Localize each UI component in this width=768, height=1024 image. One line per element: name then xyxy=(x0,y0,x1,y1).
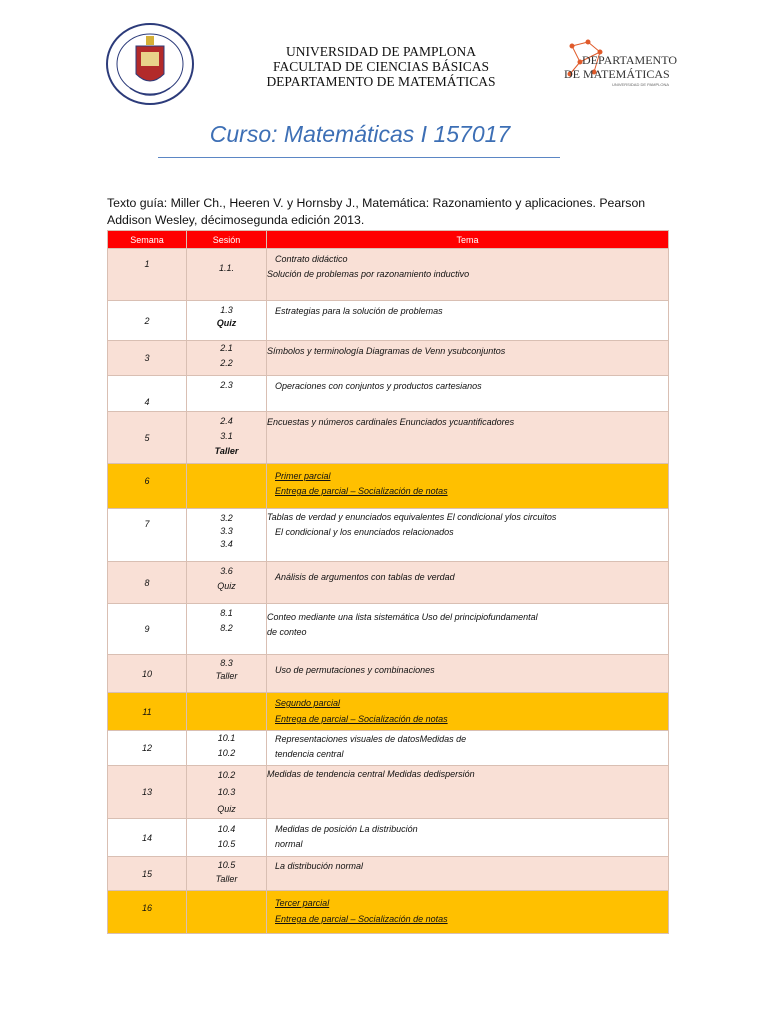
semana-cell: 6 xyxy=(108,464,187,509)
tema-line: Representaciones visuales de datosMedidas de xyxy=(275,734,467,744)
table-row xyxy=(108,693,669,731)
sesion-line: 10.2 xyxy=(217,770,236,780)
sesion-line: 2.3 xyxy=(220,380,233,390)
table-row xyxy=(108,412,669,464)
semana-cell: 7 xyxy=(108,509,187,562)
tema-line: Encuestas y números cardinales Enunciados ycuantificadores xyxy=(267,417,515,427)
institution-header xyxy=(230,44,532,89)
sesion-line: 3.2 xyxy=(220,513,233,523)
sesion-cell xyxy=(187,249,267,301)
sesion-line: Taller xyxy=(214,446,239,456)
tema-line: Estrategias para la solución de problemas xyxy=(275,306,443,316)
tema-line: El condicional y los enunciados relacionados xyxy=(275,527,454,537)
tema-cell xyxy=(267,693,669,731)
sesion-cell xyxy=(187,464,267,509)
tema-cell xyxy=(267,341,669,376)
sesion-cell xyxy=(187,562,267,604)
semana-cell: 13 xyxy=(108,766,187,819)
semana-cell: 1 xyxy=(108,249,187,301)
table-row xyxy=(108,857,669,891)
course-title: Curso: Matemáticas I 157017 xyxy=(209,121,511,147)
sesion-line: 3.3 xyxy=(220,526,233,536)
tema-line: La distribución normal xyxy=(275,861,364,871)
sesion-line: 1.3 xyxy=(220,305,233,315)
tema-cell xyxy=(267,731,669,766)
sesion-cell xyxy=(187,731,267,766)
logo-text-line1: DEPARTAMENTO xyxy=(582,53,677,67)
tema-line: Medidas de posición La distribución xyxy=(275,824,418,834)
sesion-line: 10.5 xyxy=(217,839,236,849)
sesion-line: 10.5 xyxy=(217,860,236,870)
tema-line: Medidas de tendencia central Medidas dedispersión xyxy=(267,769,475,779)
table-row xyxy=(108,819,669,857)
sesion-line: 10.2 xyxy=(217,748,236,758)
tema-line: Entrega de parcial – Socialización de notas xyxy=(275,714,448,724)
sesion-cell xyxy=(187,819,267,857)
sesion-cell xyxy=(187,376,267,412)
semana-cell: 9 xyxy=(108,604,187,655)
tema-cell xyxy=(267,464,669,509)
sesion-cell xyxy=(187,766,267,819)
table-row xyxy=(108,731,669,766)
tema-line: tendencia central xyxy=(275,749,344,759)
university-name: UNIVERSIDAD DE PAMPLONA xyxy=(285,44,476,59)
sesion-line: 10.4 xyxy=(217,824,236,834)
logo-text-line2: DE MATEMÁTICAS xyxy=(564,67,670,81)
sesion-line: Quiz xyxy=(216,318,237,328)
tema-line: Contrato didáctico xyxy=(275,254,348,264)
sesion-line: 3.4 xyxy=(220,539,233,549)
tema-line: Tablas de verdad y enunciados equivalentes El condicional ylos circuitos xyxy=(267,512,557,522)
sesion-cell xyxy=(187,693,267,731)
text-guide: Texto guía: Miller Ch., Heeren V. y Hornsby J., Matemática: Razonamiento y aplicaciones. Pearson Addison Wesley, décimosegunda edición 2013. xyxy=(107,196,646,227)
university-seal-logo xyxy=(104,22,196,106)
table-row xyxy=(108,341,669,376)
tema-cell xyxy=(267,655,669,693)
semana-cell: 16 xyxy=(108,891,187,934)
table-row xyxy=(108,376,669,412)
header-tema: Tema xyxy=(267,231,669,249)
sesion-cell xyxy=(187,412,267,464)
sesion-line: 10.3 xyxy=(217,787,236,797)
header-semana: Semana xyxy=(108,231,187,249)
table-header-row xyxy=(108,231,669,249)
tema-cell xyxy=(267,412,669,464)
table-row xyxy=(108,604,669,655)
table-row xyxy=(108,766,669,819)
sesion-line: Quiz xyxy=(217,804,236,814)
semana-cell: 8 xyxy=(108,562,187,604)
sesion-line: 2.2 xyxy=(220,358,233,368)
tema-line: Conteo mediante una lista sistemática Uso del principiofundamental xyxy=(267,612,538,622)
tema-cell xyxy=(267,891,669,934)
table-row xyxy=(108,509,669,562)
sesion-line: 10.1 xyxy=(217,733,236,743)
semana-cell: 12 xyxy=(108,731,187,766)
tema-line: Solución de problemas por razonamiento inductivo xyxy=(267,269,470,279)
sesion-cell xyxy=(187,604,267,655)
tema-cell xyxy=(267,857,669,891)
logo-text-line3: UNIVERSIDAD DE PAMPLONA xyxy=(612,82,670,87)
table-row xyxy=(108,891,669,934)
tema-line: Entrega de parcial – Socialización de notas xyxy=(275,486,448,496)
semana-cell: 2 xyxy=(108,301,187,341)
semana-cell: 3 xyxy=(108,341,187,376)
sesion-line: Quiz xyxy=(217,581,236,591)
faculty-name: FACULTAD DE CIENCIAS BÁSICAS xyxy=(272,59,490,74)
semana-cell: 15 xyxy=(108,857,187,891)
tema-line: Segundo parcial xyxy=(275,698,341,708)
sesion-cell xyxy=(187,655,267,693)
sesion-cell xyxy=(187,301,267,341)
tema-line: Operaciones con conjuntos y productos cartesianos xyxy=(275,381,482,391)
sesion-line: 8.2 xyxy=(220,623,233,633)
header-sesion: Sesión xyxy=(187,231,267,249)
sesion-cell xyxy=(187,509,267,562)
tema-line: Primer parcial xyxy=(275,471,331,481)
sesion-line: 2.1 xyxy=(220,343,233,353)
tema-cell xyxy=(267,562,669,604)
tema-line: de conteo xyxy=(267,627,307,637)
table-row xyxy=(108,464,669,509)
table-row xyxy=(108,249,669,301)
tema-line: Análisis de argumentos con tablas de verdad xyxy=(275,572,455,582)
semana-cell: 4 xyxy=(108,376,187,412)
tema-cell xyxy=(267,301,669,341)
title-underline xyxy=(158,157,560,158)
sesion-cell xyxy=(187,891,267,934)
semana-cell: 14 xyxy=(108,819,187,857)
sesion-line: 8.3 xyxy=(220,658,233,668)
tema-cell xyxy=(267,819,669,857)
tema-cell xyxy=(267,249,669,301)
sesion-cell xyxy=(187,857,267,891)
tema-cell xyxy=(267,509,669,562)
tema-line: Tercer parcial xyxy=(275,898,330,908)
tema-cell xyxy=(267,766,669,819)
tema-line: Entrega de parcial – Socialización de notas xyxy=(275,914,448,924)
sesion-line: 8.1 xyxy=(220,608,233,618)
tema-cell xyxy=(267,376,669,412)
schedule-table xyxy=(107,230,669,934)
sesion-line: 3.6 xyxy=(220,566,233,576)
department-logo xyxy=(560,38,690,92)
tema-line: normal xyxy=(275,839,303,849)
department-name: DEPARTAMENTO DE MATEMÁTICAS xyxy=(266,74,496,89)
sesion-line: Taller xyxy=(215,874,238,884)
table-row xyxy=(108,301,669,341)
sesion-cell xyxy=(187,341,267,376)
tema-line: Uso de permutaciones y combinaciones xyxy=(275,665,435,675)
sesion-line: Taller xyxy=(215,671,238,681)
table-row xyxy=(108,655,669,693)
tema-cell xyxy=(267,604,669,655)
sesion-line: 1.1. xyxy=(218,263,234,273)
sesion-line: 3.1 xyxy=(220,431,233,441)
semana-cell: 10 xyxy=(108,655,187,693)
semana-cell: 11 xyxy=(108,693,187,731)
table-row xyxy=(108,562,669,604)
sesion-line: 2.4 xyxy=(220,416,233,426)
semana-cell: 5 xyxy=(108,412,187,464)
tema-line: Símbolos y terminología Diagramas de Venn ysubconjuntos xyxy=(267,346,506,356)
